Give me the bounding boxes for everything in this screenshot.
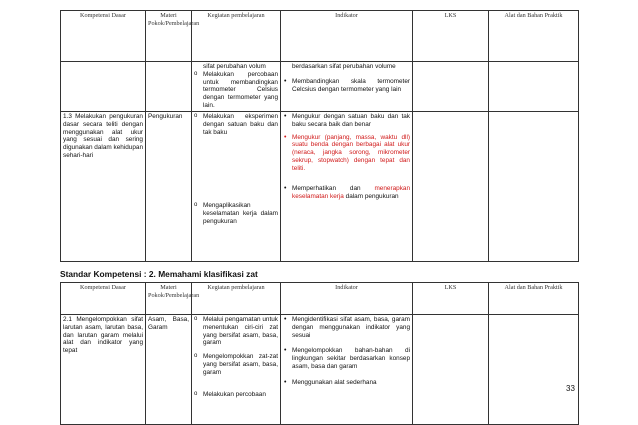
indikator-continuation: berdasarkan sifat perubahan volume bbox=[292, 63, 396, 70]
list-item: o Mengaplikasikan keselamatan kerja dalam pengukuran bbox=[203, 202, 278, 225]
header-materi: Materi Pokok/Pembelajaran bbox=[146, 283, 192, 315]
curriculum-table-1 bbox=[60, 10, 579, 262]
header-alat: Alat dan Bahan Praktik bbox=[489, 11, 579, 62]
list-item: • Membandingkan skala termometer Celcsius dengan termometer yang lain bbox=[292, 78, 410, 94]
table-row bbox=[61, 62, 579, 112]
header-alat: Alat dan Bahan Praktik bbox=[489, 283, 579, 315]
header-kegiatan: Kegiatan pembelajaran bbox=[192, 11, 281, 62]
kd-cell: 1.3 Melakukan pengukuran dasar secara teliti dengan menggunakan alat ukur yang sesuai dan sering digunakan dalam kehidupan sehari-hari bbox=[61, 112, 146, 262]
lks-cell bbox=[413, 315, 489, 425]
kegiatan-continuation: sifat perubahan volum bbox=[203, 63, 266, 70]
table-header-row bbox=[61, 283, 579, 315]
section-heading: Standar Kompetensi : 2. Memahami klasifikasi zat bbox=[60, 269, 258, 279]
curriculum-table-2 bbox=[60, 282, 579, 425]
header-kompetensi: Kompetensi Dasar bbox=[61, 11, 146, 62]
indikator-text: Memperhatikan dan bbox=[292, 184, 361, 192]
header-lks: LKS bbox=[413, 11, 489, 62]
list-item: • Menggunakan alat sederhana bbox=[292, 379, 410, 387]
list-item: • Mengelompokkan bahan-bahan di lingkungan sekitar berdasarkan konsep asam, basa dan garam bbox=[292, 347, 410, 370]
list-item: o Melakukan eksperimen dengan satuan baku dan tak baku bbox=[203, 113, 278, 136]
lks-cell bbox=[413, 112, 489, 262]
header-indikator: Indikator bbox=[281, 11, 413, 62]
list-item: • Mengukur dengan satuan baku dan tak baku secara baik dan benar bbox=[292, 113, 410, 129]
table-header-row bbox=[61, 11, 579, 62]
table-row bbox=[61, 315, 579, 425]
page-number: 33 bbox=[566, 384, 575, 393]
table-row bbox=[61, 112, 579, 262]
indikator-cell bbox=[281, 315, 413, 425]
alat-cell bbox=[489, 62, 579, 112]
alat-cell bbox=[489, 315, 579, 425]
header-kegiatan: Kegiatan pembelajaran bbox=[192, 283, 281, 315]
kegiatan-cell bbox=[192, 315, 281, 425]
kegiatan-cell bbox=[192, 62, 281, 112]
header-materi: Materi Pokok/Pembelajaran bbox=[146, 11, 192, 62]
list-item: o Melakukan percobaan bbox=[203, 391, 278, 399]
indikator-text-red: menerapkan keselamatan kerja bbox=[292, 184, 411, 200]
list-item: o Mengelompokkan zat-zat yang bersifat asam, basa, garam bbox=[203, 353, 278, 376]
list-item: o Melalui pengamatan untuk menentukan ciri-ciri zat yang bersifat asam, basa, garam bbox=[203, 316, 278, 347]
indikator-cell bbox=[281, 62, 413, 112]
header-kompetensi: Kompetensi Dasar bbox=[61, 283, 146, 315]
header-indikator: Indikator bbox=[281, 283, 413, 315]
kd-cell: 2.1 Mengelompokkan sifat larutan asam, larutan basa, dan larutan garam melalui alat dan indikator yang tepat bbox=[61, 315, 146, 425]
indikator-cell bbox=[281, 112, 413, 262]
indikator-text: dalam pengukuran bbox=[343, 192, 399, 200]
lks-cell bbox=[413, 62, 489, 112]
list-item: o Melakukan percobaan untuk membandingkan termometer Celsius dengan termometer yang lain. bbox=[203, 71, 278, 110]
materi-cell bbox=[146, 62, 192, 112]
list-item-red: • Mengukur (panjang, massa, waktu dll) suatu benda dengan berbagai alat ukur (neraca, jangka sorong, mikrometer sekrup, stopwatch) dengan tepat dan teliti. bbox=[292, 134, 410, 173]
kd-cell bbox=[61, 62, 146, 112]
materi-cell: Pengukuran bbox=[146, 112, 192, 262]
kegiatan-cell bbox=[192, 112, 281, 262]
alat-cell bbox=[489, 112, 579, 262]
header-lks: LKS bbox=[413, 283, 489, 315]
list-item bbox=[292, 185, 410, 201]
materi-cell: Asam, Basa, Garam bbox=[146, 315, 192, 425]
list-item: • Mengidentifikasi sifat asam, basa, garam dengan menggunakan indikator yang sesuai bbox=[292, 316, 410, 339]
